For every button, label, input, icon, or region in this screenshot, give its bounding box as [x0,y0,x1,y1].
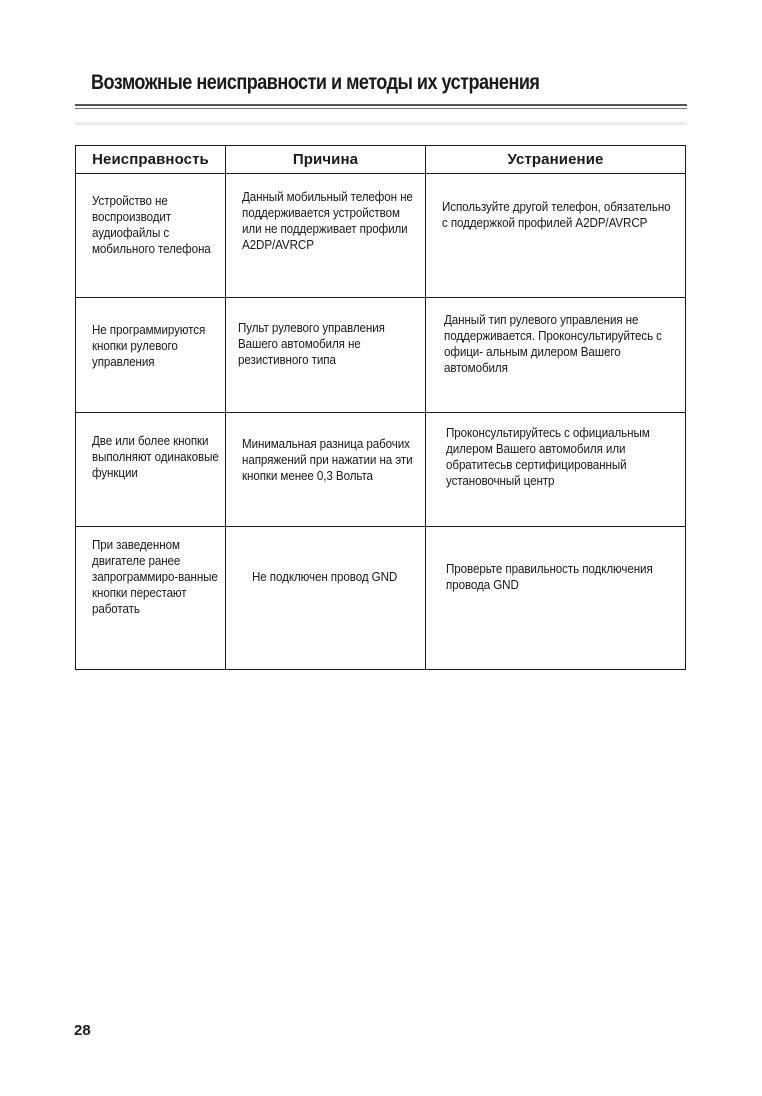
problem-text: Не программируются кнопки рулевого управления [92,323,206,369]
table-row [76,174,686,298]
solution-cell [426,527,686,670]
title-rule-thin [75,108,687,109]
cause-cell [226,298,426,413]
page-title: Возможные неисправности и методы их устранения [91,71,540,94]
problem-cell [76,527,226,670]
cause-text: Не подключен провод GND [252,570,398,584]
problem-text: При заведенном двигателе ранее запрограммиро-ванные кнопки перестают работать [92,538,218,616]
solution-cell [426,174,686,298]
cause-cell [226,413,426,527]
header-solution: Устраниение [426,146,686,174]
title-rule-thick [75,104,687,106]
table-header-row [76,146,686,174]
cause-cell [226,174,426,298]
cause-text: Данный мобильный телефон не поддерживается устройством или не поддерживает профили A2DP/AVRCP [242,190,413,252]
troubleshooting-table [75,145,686,670]
cause-cell [226,527,426,670]
problem-cell [76,174,226,298]
problem-text: Устройство не воспроизводит аудиофайлы с мобильного телефона [92,194,211,256]
table-row [76,298,686,413]
page-number: 28 [74,1022,91,1039]
solution-cell [426,298,686,413]
solution-cell [426,413,686,527]
problem-cell [76,413,226,527]
title-rule-light [75,122,687,125]
solution-text: Проконсультируйтесь с официальным дилером Вашего автомобиля или обратитесьв сертифицированный установочный центр [446,426,650,488]
problem-text: Две или более кнопки выполняют одинаковые функции [92,434,219,480]
solution-text: Используйте другой телефон, обязательно с поддержкой профилей A2DP/AVRCP [442,200,671,230]
header-cause: Причина [226,146,426,174]
header-problem: Неисправность [76,146,226,174]
table-row [76,413,686,527]
table-row [76,527,686,670]
cause-text: Пульт рулевого управления Вашего автомобиля не резистивного типа [238,321,385,367]
solution-text: Данный тип рулевого управления не поддерживается. Проконсультируйтесь с офици- альным дилером Вашего автомобиля [444,313,662,375]
cause-text: Минимальная разница рабочих напряжений при нажатии на эти кнопки менее 0,3 Вольта [242,437,413,483]
solution-text: Проверьте правильность подключения провода GND [446,562,653,592]
problem-cell [76,298,226,413]
